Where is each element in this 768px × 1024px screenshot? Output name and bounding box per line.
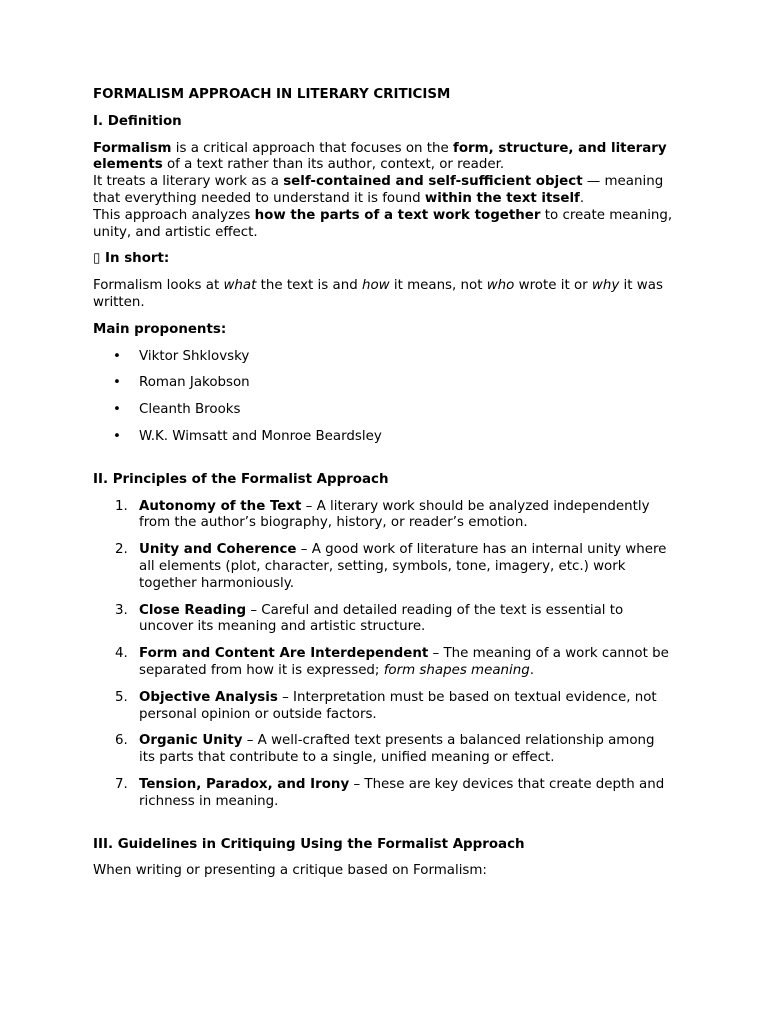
principle-title: Close Reading (139, 602, 247, 618)
body-text: . (579, 190, 585, 206)
principle-text: – A good work of literature has an internal unity where all elements (plot, character, setting, symbols, tone, imagery, etc.) work together harmoniously. (139, 542, 667, 591)
bold-text: self-contained and self-sufficient object (283, 174, 583, 190)
proponent-name: Cleanth Brooks (139, 402, 241, 418)
italic-text: what (223, 278, 257, 294)
italic-text: who (486, 278, 515, 294)
body-text: This approach analyzes (93, 207, 255, 223)
principle-item (93, 777, 673, 811)
principle-item (93, 733, 673, 767)
document-title: FORMALISM APPROACH IN LITERARY CRITICISM (93, 87, 451, 102)
missing-glyph-icon: ▯ (93, 251, 101, 267)
item-number: 2. (115, 542, 128, 558)
body-text: wrote it or (514, 278, 592, 294)
principle-text: . (529, 662, 535, 678)
principle-item (93, 690, 673, 724)
principle-text: – Interpretation must be based on textual evidence, not personal opinion or outside factors. (139, 689, 657, 722)
item-number: 6. (115, 733, 128, 749)
section-spacer (93, 821, 673, 837)
item-number: 5. (115, 689, 128, 705)
principle-item (93, 646, 673, 680)
proponent-name: Viktor Shklovsky (139, 348, 250, 364)
italic-text: why (591, 278, 620, 294)
item-number: 4. (115, 646, 128, 662)
principles-list (93, 499, 673, 811)
definition-paragraph-3 (93, 208, 673, 242)
document-page (93, 87, 673, 890)
principle-text: – The meaning of a work cannot be separated from how it is expressed; (139, 646, 669, 678)
bold-text: how the parts of a text work together (254, 207, 541, 223)
definition-paragraph-2 (93, 174, 673, 208)
principle-text: – These are key devices that create depth and richness in meaning. (139, 776, 665, 809)
list-item (93, 375, 673, 392)
italic-text: how (361, 278, 390, 294)
principle-title: Objective Analysis (139, 689, 278, 705)
in-short-label: In short: (100, 251, 170, 267)
body-text: of a text rather than its author, context, or reader. (162, 157, 505, 173)
principle-title: Tension, Paradox, and Irony (139, 776, 350, 792)
proponents-list (93, 349, 673, 446)
principle-text: – A well-crafted text presents a balanced relationship among its parts that contribute to a single, unified meaning or effect. (139, 733, 655, 766)
principle-item (93, 499, 673, 533)
italic-text: form shapes meaning (383, 662, 530, 678)
principle-title: Organic Unity (139, 733, 243, 749)
section-1-heading: I. Definition (93, 113, 182, 129)
body-text: It treats a literary work as a (93, 174, 284, 190)
principle-item (93, 603, 673, 637)
section-3-heading: III. Guidelines in Critiquing Using the Formalist Approach (93, 836, 525, 852)
section-spacer (93, 456, 673, 472)
body-text: it was written. (93, 278, 663, 310)
item-number: 3. (115, 602, 128, 618)
body-text: is a critical approach that focuses on the (171, 140, 454, 156)
bold-text: within the text itself (424, 190, 580, 206)
principle-text: – Careful and detailed reading of the text is essential to uncover its meaning and artistic structure. (139, 602, 624, 635)
principle-title: Form and Content Are Interdependent (139, 646, 429, 662)
proponent-name: W.K. Wimsatt and Monroe Beardsley (139, 428, 382, 444)
section-3-intro: When writing or presenting a critique based on Formalism: (93, 863, 487, 879)
summary-paragraph (93, 278, 673, 312)
bold-text: Formalism (93, 140, 172, 156)
bullet-icon: • (113, 402, 121, 418)
list-item (93, 429, 673, 446)
bullet-icon: • (113, 348, 121, 364)
definition-paragraph-1 (93, 141, 673, 175)
in-short-heading (93, 251, 673, 268)
section-2-heading: II. Principles of the Formalist Approach (93, 471, 389, 487)
principle-title: Unity and Coherence (139, 542, 297, 558)
principle-text: – A literary work should be analyzed independently from the author’s biography, history, or reader’s emotion. (139, 498, 650, 531)
body-text: it means, not (389, 278, 487, 294)
proponents-label: Main proponents: (93, 321, 227, 337)
proponent-name: Roman Jakobson (139, 375, 250, 391)
bullet-icon: • (113, 375, 121, 391)
list-item (93, 349, 673, 366)
bullet-icon: • (113, 428, 121, 444)
list-item (93, 402, 673, 419)
body-text: — meaning that everything needed to understand it is found (93, 174, 664, 206)
item-number: 7. (115, 776, 128, 792)
principle-item (93, 542, 673, 592)
principle-title: Autonomy of the Text (139, 498, 302, 514)
body-text: to create meaning, unity, and artistic effect. (93, 207, 673, 240)
bold-text: form, structure, and literary elements (93, 140, 667, 173)
item-number: 1. (115, 498, 128, 514)
body-text: the text is and (256, 278, 362, 294)
body-text: Formalism looks at (93, 278, 224, 294)
